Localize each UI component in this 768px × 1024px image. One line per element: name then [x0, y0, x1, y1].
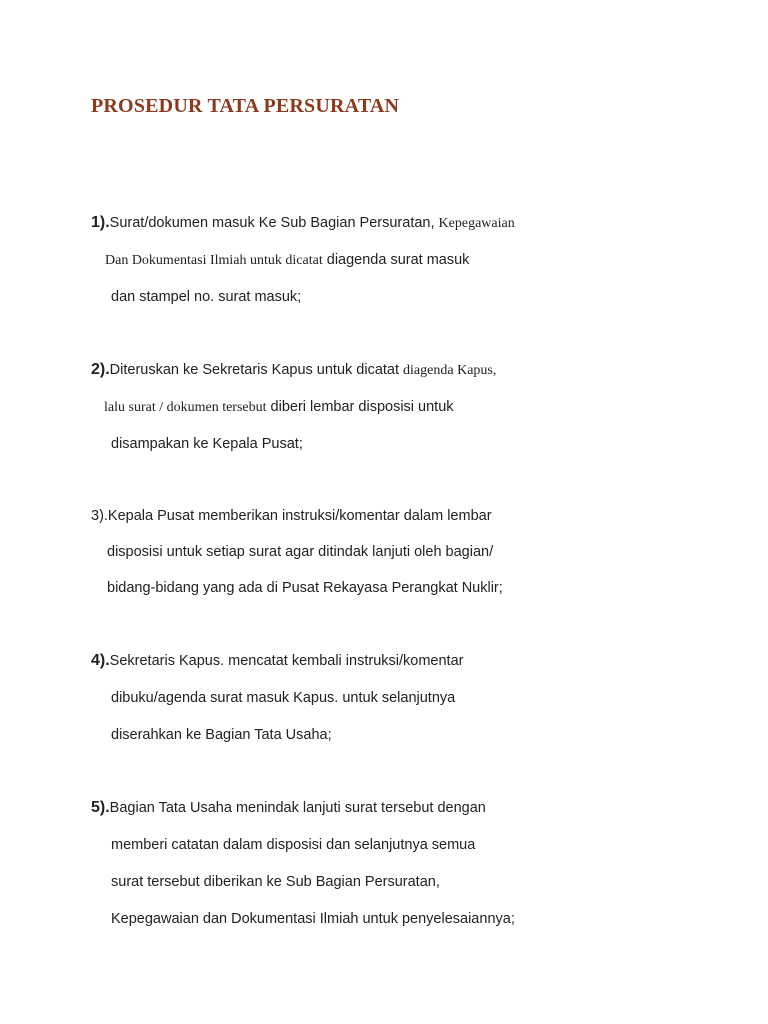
item-3-line-1-text: Kepala Pusat memberikan instruksi/komentar dalam lembar	[107, 508, 492, 524]
item-1-line-2	[105, 251, 469, 270]
item-1-number: 1).	[91, 214, 110, 231]
item-2-line-1-serif: diagenda Kapus,	[403, 363, 497, 378]
document-title: PROSEDUR TATA PERSURATAN	[91, 95, 400, 117]
item-2-line-1-text: Diteruskan ke Sekretaris Kapus untuk dicatat	[109, 362, 404, 378]
item-5-line-2: memberi catatan dalam disposisi dan selanjutnya semua	[111, 837, 476, 853]
item-3-number: 3).	[91, 508, 108, 524]
item-2-line-1	[91, 361, 496, 380]
item-5-line-1-text: Bagian Tata Usaha menindak lanjuti surat tersebut dengan	[109, 800, 486, 816]
item-2-line-2-serif: lalu surat / dokumen tersebut	[104, 400, 267, 415]
item-1-line-1-serif: Kepegawaian	[438, 216, 515, 231]
item-2-number: 2).	[91, 361, 110, 378]
item-4-line-1	[91, 652, 463, 670]
item-1-line-1-text: Surat/dokumen masuk Ke Sub Bagian Persuratan,	[109, 215, 439, 231]
item-5-line-4: Kepegawaian dan Dokumentasi Ilmiah untuk penyelesaiannya;	[111, 911, 515, 927]
item-4-line-1-text: Sekretaris Kapus. mencatat kembali instruksi/komentar	[109, 653, 464, 669]
item-2-line-2-text: diberi lembar disposisi untuk	[266, 399, 454, 415]
item-2-line-2	[104, 398, 454, 417]
item-1-line-2-serif: Dan Dokumentasi Ilmiah untuk dicatat	[105, 253, 323, 268]
item-4-number: 4).	[91, 652, 110, 669]
item-4-line-2: dibuku/agenda surat masuk Kapus. untuk selanjutnya	[111, 690, 456, 706]
item-1-line-3: dan stampel no. surat masuk;	[111, 289, 302, 305]
item-3-line-1	[91, 507, 492, 525]
item-5-line-1	[91, 799, 486, 817]
item-5-number: 5).	[91, 799, 110, 816]
item-2-line-3: disampakan ke Kepala Pusat;	[111, 436, 303, 452]
item-5-line-3: surat tersebut diberikan ke Sub Bagian Persuratan,	[111, 874, 440, 890]
item-4-line-3: diserahkan ke Bagian Tata Usaha;	[111, 727, 332, 743]
item-1-line-2-text: diagenda surat masuk	[322, 252, 470, 268]
item-3-line-2: disposisi untuk setiap surat agar ditindak lanjuti oleh bagian/	[107, 544, 494, 560]
item-3-line-3: bidang-bidang yang ada di Pusat Rekayasa Perangkat Nuklir;	[107, 580, 503, 596]
item-1-line-1	[91, 214, 515, 233]
